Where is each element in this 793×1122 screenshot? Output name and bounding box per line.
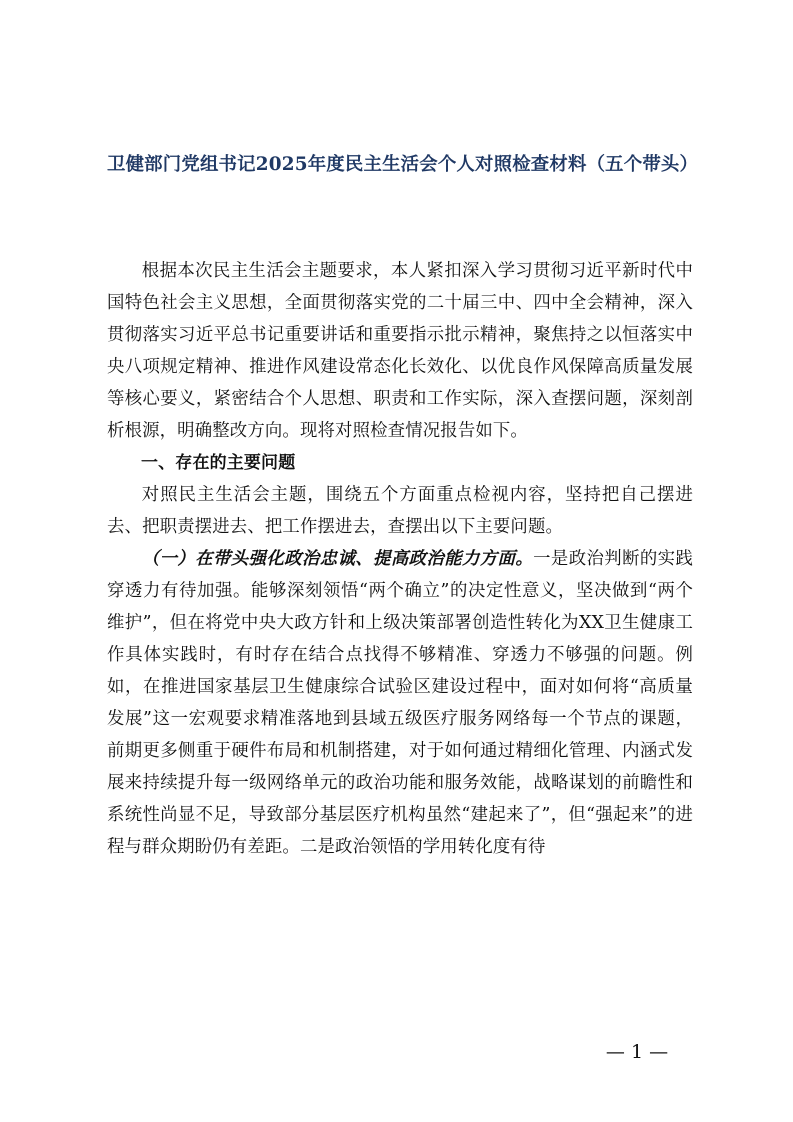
subsection-paragraph-political-loyalty	[107, 543, 693, 863]
subsection-heading-political-loyalty: （一）在带头强化政治忠诚、提高政治能力方面。	[141, 549, 534, 569]
section-intro-paragraph: 对照民主生活会主题，围绕五个方面重点检视内容，坚持把自己摆进去、把职责摆进去、把工作摆进去，查摆出以下主要问题。	[107, 485, 693, 537]
document-body	[107, 255, 693, 863]
page-number: — 1 —	[605, 1041, 669, 1063]
subsection-body-text: 一是政治判断的实践穿透力有待加强。能够深刻领悟“两个确立”的决定性意义，坚决做到“两个维护”，但在将党中央大政方针和上级决策部署创造性转化为XX卫生健康工作具体实践时，有时存在结合点找得不够精准、穿透力不够强的问题。例如，在推进国家基层卫生健康综合试验区建设过程中，面对如何将“高质量发展”这一宏观要求精准落地到县域五级医疗服务网络每一个节点的课题，前期更多侧重于硬件布局和机制搭建，对于如何通过精细化管理、内涵式发展来持续提升每一级网络单元的政治功能和服务效能，战略谋划的前瞻性和系统性尚显不足，导致部分基层医疗机构虽然“建起来了”，但“强起来”的进程与群众期盼仍有差距。二是政治领悟的学用转化度有待	[107, 549, 693, 857]
intro-paragraph: 根据本次民主生活会主题要求，本人紧扣深入学习贯彻习近平新时代中国特色社会主义思想，全面贯彻落实党的二十届三中、四中全会精神，深入贯彻落实习近平总书记重要讲话和重要指示批示精神，聚焦持之以恒落实中央八项规定精神、推进作风建设常态化长效化、以优良作风保障高质量发展等核心要义，紧密结合个人思想、职责和工作实际，深入查摆问题，深刻剖析根源，明确整改方向。现将对照检查情况报告如下。	[107, 261, 693, 441]
section-heading-main-problems: 一、存在的主要问题	[141, 453, 296, 473]
document-title: 卫健部门党组书记2025年度民主生活会个人对照检查材料（五个带头）	[107, 154, 699, 175]
